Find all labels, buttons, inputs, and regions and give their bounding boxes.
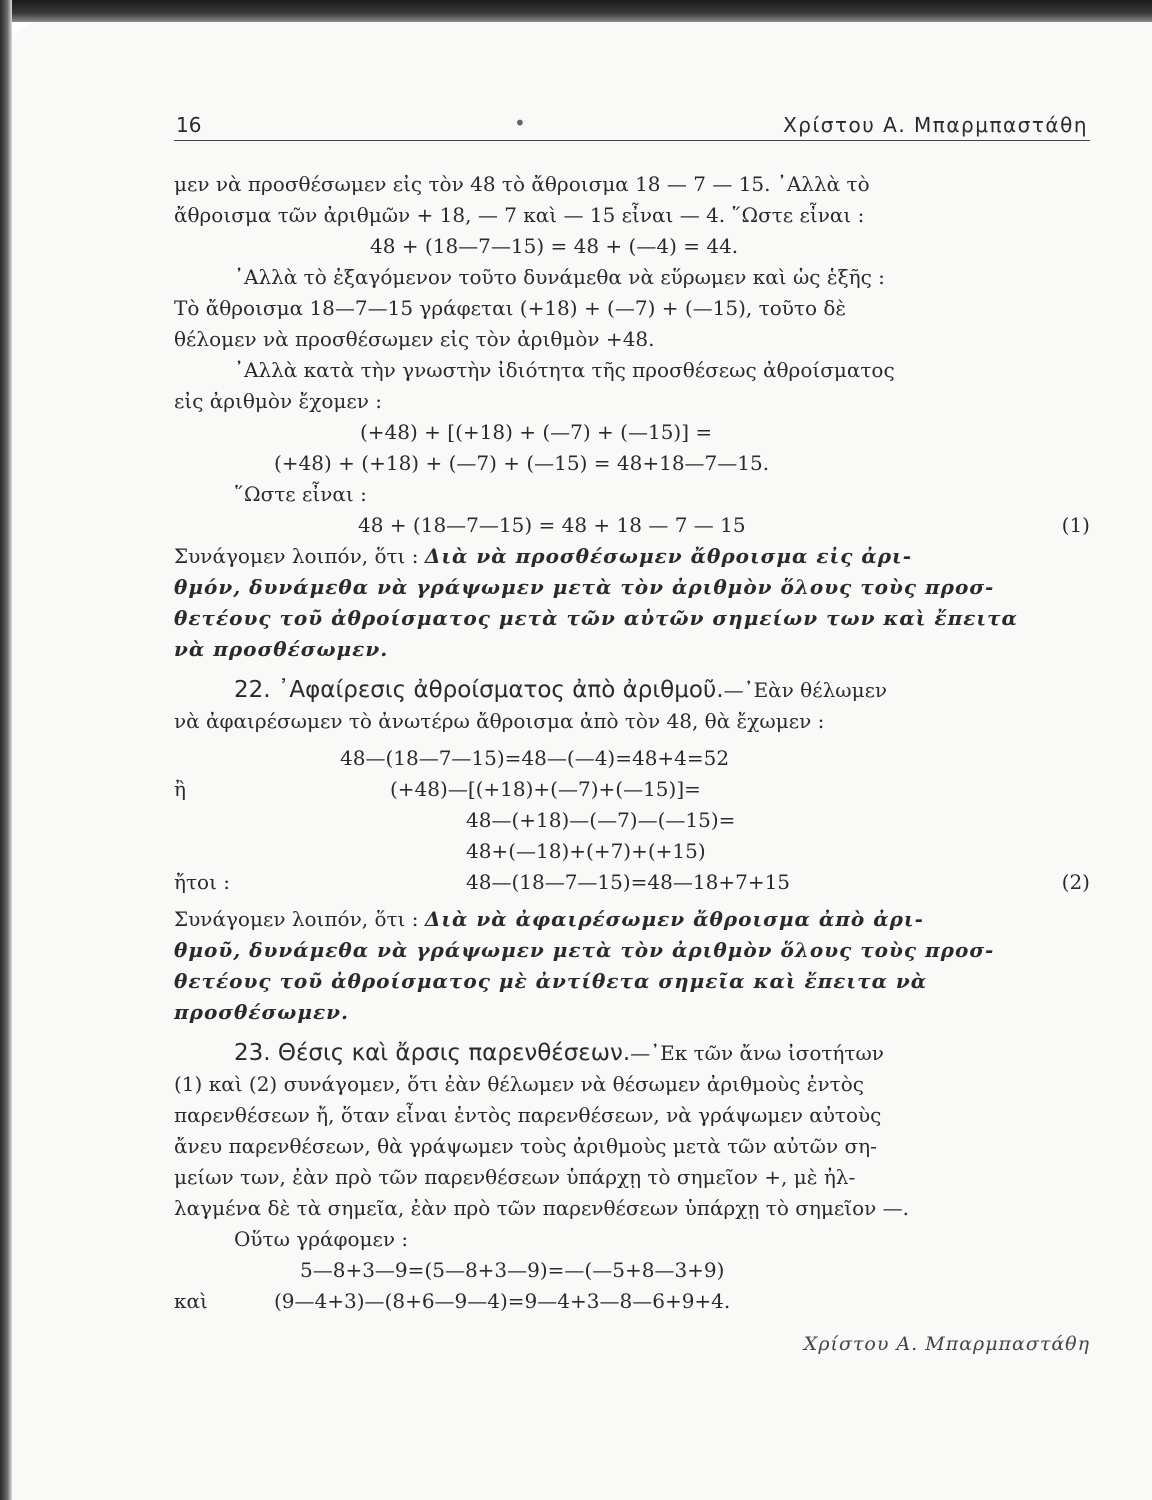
equation-numbered <box>174 510 1090 541</box>
text-line: ᾿Αλλὰ κατὰ τὴν γνωστὴν ἰδιότητα τῆς προσθέσεως ἀθροίσματος <box>234 358 895 382</box>
text-line: λαγμένα δὲ τὰ σημεῖα, ἐὰν πρὸ τῶν παρενθέσεων ὑπάρχῃ τὸ σημεῖον —. <box>174 1196 909 1220</box>
text-line: παρενθέσεων ἤ, ὅταν εἶναι ἐντὸς παρενθέσεων, νὰ γράψωμεν αὐτοὺς <box>174 1103 882 1127</box>
equation-text: 5—8+3—9=(5—8+3—9)=—(—5+8—3+9) <box>300 1258 725 1282</box>
equation <box>174 743 1090 774</box>
rule-text: Διὰ νὰ προσθέσωμεν ἄθροισμα εἰς ἀρι- <box>424 544 913 568</box>
equation-text: 48—(+18)—(—7)—(—15)= <box>466 808 736 832</box>
equation-text: (+48) + [(+18) + (—7) + (—15)] = <box>360 420 713 444</box>
text-line: μεν νὰ προσθέσωμεν εἰς τὸν 48 τὸ ἄθροισμα 18 — 7 — 15. ᾿Αλλὰ τὸ <box>174 172 870 196</box>
equation-text: (+48)—[(+18)+(—7)+(—15)]= <box>390 777 701 801</box>
rule-text: θετέους τοῦ ἀθροίσματος μὲ ἀντίθετα σημεῖα καὶ ἔπειτα νὰ <box>174 969 928 993</box>
text-line: Τὸ ἄθροισμα 18—7—15 γράφεται (+18) + (—7) + (—15), τοῦτο δὲ <box>174 296 847 320</box>
header-dot: • <box>514 111 526 135</box>
equation-text: 48+(—18)+(+7)+(+15) <box>466 839 706 863</box>
equation-text: 48—(18—7—15)=48—18+7+15 <box>466 870 791 894</box>
equation <box>174 774 1090 805</box>
text-line: θέλομεν νὰ προσθέσωμεν εἰς τὸν ἀριθμὸν +48. <box>174 327 655 351</box>
equation <box>174 231 1090 262</box>
rule-line <box>174 904 1090 935</box>
text-line: (1) καὶ (2) συνάγομεν, ὅτι ἐὰν θέλωμεν νὰ θέσωμεν ἀριθμοὺς ἐντὸς <box>174 1072 864 1096</box>
equation-label: καὶ <box>174 1289 208 1313</box>
equation <box>174 805 1090 836</box>
equation <box>174 836 1090 867</box>
equation-text: (+48) + (+18) + (—7) + (—15) = 48+18—7—15. <box>274 451 770 475</box>
equation <box>174 1255 1090 1286</box>
section-title-rest: —᾿Εὰν θέλωμεν <box>723 678 888 702</box>
equation-label: ἢ <box>174 777 186 801</box>
equation-text: 48 + (18—7—15) = 48 + (—4) = 44. <box>370 234 739 258</box>
page-number: 16 <box>176 113 202 137</box>
equation-text: 48 + (18—7—15) = 48 + 18 — 7 — 15 <box>358 513 746 537</box>
section-title: 22. ᾿Αφαίρεσις ἀθροίσματος ἀπὸ ἀριθμοῦ. <box>234 677 724 703</box>
page-header <box>174 100 1090 141</box>
scan-edge-top <box>0 0 1152 22</box>
rule-text: προσθέσωμεν. <box>174 1000 349 1024</box>
text-body <box>174 169 1090 1360</box>
section-title-rest: —᾿Εκ τῶν ἄνω ἰσοτήτων <box>630 1041 884 1065</box>
text-line: νὰ ἀφαιρέσωμεν τὸ ἀνωτέρω ἄθροισμα ἀπὸ τὸν 48, θὰ ἔχωμεν : <box>174 709 825 733</box>
section-heading-23 <box>174 1038 1090 1069</box>
text-line: ἄθροισμα τῶν ἀριθμῶν + 18, — 7 καὶ — 15 εἶναι — 4. ῞Ωστε εἶναι : <box>174 203 865 227</box>
rule-line <box>174 541 1090 572</box>
equation <box>174 417 1090 448</box>
text-line: ᾿Αλλὰ τὸ ἐξαγόμενον τοῦτο δυνάμεθα νὰ εὕρωμεν καὶ ὡς ἑξῆς : <box>234 265 885 289</box>
equation <box>174 448 1090 479</box>
page-content-area <box>174 100 1090 1360</box>
text-line: ἄνευ παρενθέσεων, θὰ γράψωμεν τοὺς ἀριθμοὺς μετὰ τῶν αὐτῶν ση- <box>174 1134 877 1158</box>
equation-text: 48—(18—7—15)=48—(—4)=48+4=52 <box>340 746 730 770</box>
rule-text: θμοῦ, δυνάμεθα νὰ γράψωμεν μετὰ τὸν ἀριθμὸν ὅλους τοὺς προσ- <box>174 938 995 962</box>
equation <box>174 1286 1090 1317</box>
rule-text: θμόν, δυνάμεθα νὰ γράψωμεν μετὰ τὸν ἀριθμὸν ὅλους τοὺς προσ- <box>174 575 995 599</box>
equation-number: (2) <box>1061 870 1090 894</box>
rule-intro: Συνάγομεν λοιπόν, ὅτι : <box>174 907 419 931</box>
running-title: Χρίστου Α. Μπαρμπαστάθη <box>783 113 1088 137</box>
rule-text: Διὰ νὰ ἀφαιρέσωμεν ἄθροισμα ἀπὸ ἀρι- <box>424 907 924 931</box>
rule-intro: Συνάγομεν λοιπόν, ὅτι : <box>174 544 419 568</box>
section-title: 23. Θέσις καὶ ἄρσις παρενθέσεων. <box>234 1040 631 1066</box>
text-line: εἰς ἀριθμὸν ἔχομεν : <box>174 389 382 413</box>
rule-text: νὰ προσθέσωμεν. <box>174 637 389 661</box>
equation-numbered <box>174 867 1090 898</box>
text-line: ῞Ωστε εἶναι : <box>234 482 367 506</box>
section-heading-22 <box>174 675 1090 706</box>
author-signature: Χρίστου Α. Μπαρμπαστάθη <box>803 1333 1090 1355</box>
text-line: μείων των, ἐὰν πρὸ τῶν παρενθέσεων ὑπάρχῃ τὸ σημεῖον +, μὲ ἠλ- <box>174 1165 856 1189</box>
equation-label: ἤτοι : <box>174 870 231 894</box>
rule-text: θετέους τοῦ ἀθροίσματος μετὰ τῶν αὐτῶν σημείων των καὶ ἔπειτα <box>174 606 1018 630</box>
equation-text: (9—4+3)—(8+6—9—4)=9—4+3—8—6+9+4. <box>274 1289 731 1313</box>
text-line: Οὕτω γράφομεν : <box>234 1227 409 1251</box>
equation-number: (1) <box>1061 513 1090 537</box>
scan-edge-left <box>0 0 12 1500</box>
